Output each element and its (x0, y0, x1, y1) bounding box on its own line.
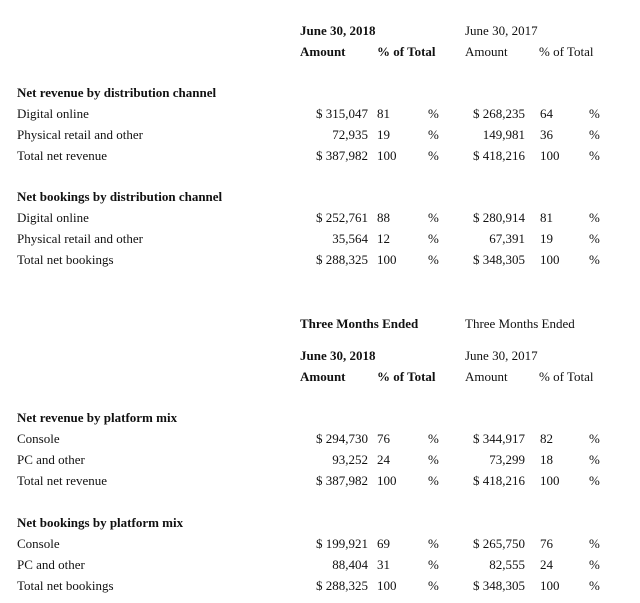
pct-sign-2017: % (589, 210, 600, 225)
pct-2018: 88 (377, 210, 390, 225)
amount-2018: $ 294,730 (316, 431, 368, 446)
pct-sign-2017: % (589, 252, 600, 267)
amount-2018: 93,252 (332, 452, 368, 467)
pct-sign-2018: % (428, 127, 439, 142)
pct-2017: 82 (540, 431, 553, 446)
pct-sign-2018: % (428, 536, 439, 551)
pct-sign-2017: % (589, 578, 600, 593)
amount-2017: $ 280,914 (473, 210, 525, 225)
row-label: Console (17, 536, 60, 551)
pct-header-2017-b: % of Total (539, 369, 594, 384)
pct-2017: 100 (540, 252, 560, 267)
pct-2018: 100 (377, 473, 397, 488)
pct-sign-2018: % (428, 231, 439, 246)
pct-sign-2018: % (428, 578, 439, 593)
section-title: Net revenue by platform mix (17, 410, 178, 425)
pct-2017: 18 (540, 452, 553, 467)
period-header-2018: June 30, 2018 (300, 23, 376, 38)
pct-2018: 19 (377, 127, 390, 142)
pct-sign-2017: % (589, 452, 600, 467)
pct-sign-2017: % (589, 127, 600, 142)
pct-2018: 31 (377, 557, 390, 572)
row-label: Digital online (17, 106, 89, 121)
amount-2017: $ 268,235 (473, 106, 525, 121)
amount-2018: $ 387,982 (316, 473, 368, 488)
pct-2017: 36 (540, 127, 553, 142)
pct-2017: 64 (540, 106, 553, 121)
pct-2017: 100 (540, 578, 560, 593)
section-title: Net bookings by distribution channel (17, 189, 223, 204)
amount-2017: 73,299 (489, 452, 525, 467)
row-label: Physical retail and other (17, 127, 143, 142)
amount-2018: 72,935 (332, 127, 368, 142)
amount-2017: 67,391 (489, 231, 525, 246)
pct-2018: 81 (377, 106, 390, 121)
pct-2017: 100 (540, 148, 560, 163)
pct-sign-2018: % (428, 557, 439, 572)
pct-sign-2018: % (428, 473, 439, 488)
pct-sign-2018: % (428, 252, 439, 267)
amount-2017: 149,981 (482, 127, 525, 142)
amount-header-2018-b: Amount (300, 369, 346, 384)
pct-2017: 81 (540, 210, 553, 225)
three-months-header-2017: Three Months Ended (465, 316, 575, 331)
pct-header-2017: % of Total (539, 44, 594, 59)
amount-2018: $ 387,982 (316, 148, 368, 163)
pct-header-2018-b: % of Total (377, 369, 436, 384)
row-label: Total net revenue (17, 473, 108, 488)
amount-2018: $ 199,921 (316, 536, 368, 551)
amount-2017: $ 348,305 (473, 252, 525, 267)
pct-sign-2018: % (428, 452, 439, 467)
period-header-2017: June 30, 2017 (465, 23, 538, 38)
amount-2017: $ 344,917 (473, 431, 525, 446)
pct-sign-2018: % (428, 210, 439, 225)
row-label: Console (17, 431, 60, 446)
amount-2017: 82,555 (489, 557, 525, 572)
row-label: Total net bookings (17, 252, 114, 267)
pct-2018: 12 (377, 231, 390, 246)
amount-2017: $ 418,216 (473, 148, 525, 163)
amount-2017: $ 348,305 (473, 578, 525, 593)
row-label: Total net bookings (17, 578, 114, 593)
pct-sign-2017: % (589, 148, 600, 163)
amount-2017: $ 418,216 (473, 473, 525, 488)
pct-2017: 19 (540, 231, 553, 246)
pct-2017: 100 (540, 473, 560, 488)
amount-2018: 88,404 (332, 557, 368, 572)
pct-2018: 76 (377, 431, 390, 446)
row-label: Total net revenue (17, 148, 108, 163)
row-label: Physical retail and other (17, 231, 143, 246)
amount-2018: $ 288,325 (316, 578, 368, 593)
pct-sign-2018: % (428, 106, 439, 121)
pct-2017: 76 (540, 536, 553, 551)
amount-2018: $ 315,047 (316, 106, 368, 121)
section-title: Net revenue by distribution channel (17, 85, 217, 100)
amount-header-2018: Amount (300, 44, 346, 59)
amount-2018: 35,564 (332, 231, 368, 246)
pct-2018: 100 (377, 148, 397, 163)
pct-2018: 24 (377, 452, 390, 467)
pct-sign-2017: % (589, 473, 600, 488)
pct-sign-2017: % (589, 536, 600, 551)
pct-2018: 69 (377, 536, 390, 551)
pct-2018: 100 (377, 252, 397, 267)
amount-2017: $ 265,750 (473, 536, 525, 551)
row-label: PC and other (17, 452, 85, 467)
pct-sign-2018: % (428, 148, 439, 163)
amount-header-2017: Amount (465, 44, 508, 59)
pct-sign-2017: % (589, 431, 600, 446)
pct-2017: 24 (540, 557, 553, 572)
amount-header-2017-b: Amount (465, 369, 508, 384)
pct-sign-2017: % (589, 106, 600, 121)
pct-sign-2017: % (589, 557, 600, 572)
pct-2018: 100 (377, 578, 397, 593)
pct-sign-2017: % (589, 231, 600, 246)
row-label: Digital online (17, 210, 89, 225)
amount-2018: $ 252,761 (316, 210, 368, 225)
amount-2018: $ 288,325 (316, 252, 368, 267)
section-title: Net bookings by platform mix (17, 515, 184, 530)
pct-header-2018: % of Total (377, 44, 436, 59)
pct-sign-2018: % (428, 431, 439, 446)
row-label: PC and other (17, 557, 85, 572)
three-months-header-2018: Three Months Ended (300, 316, 419, 331)
period-header-2018-b: June 30, 2018 (300, 348, 376, 363)
period-header-2017-b: June 30, 2017 (465, 348, 538, 363)
